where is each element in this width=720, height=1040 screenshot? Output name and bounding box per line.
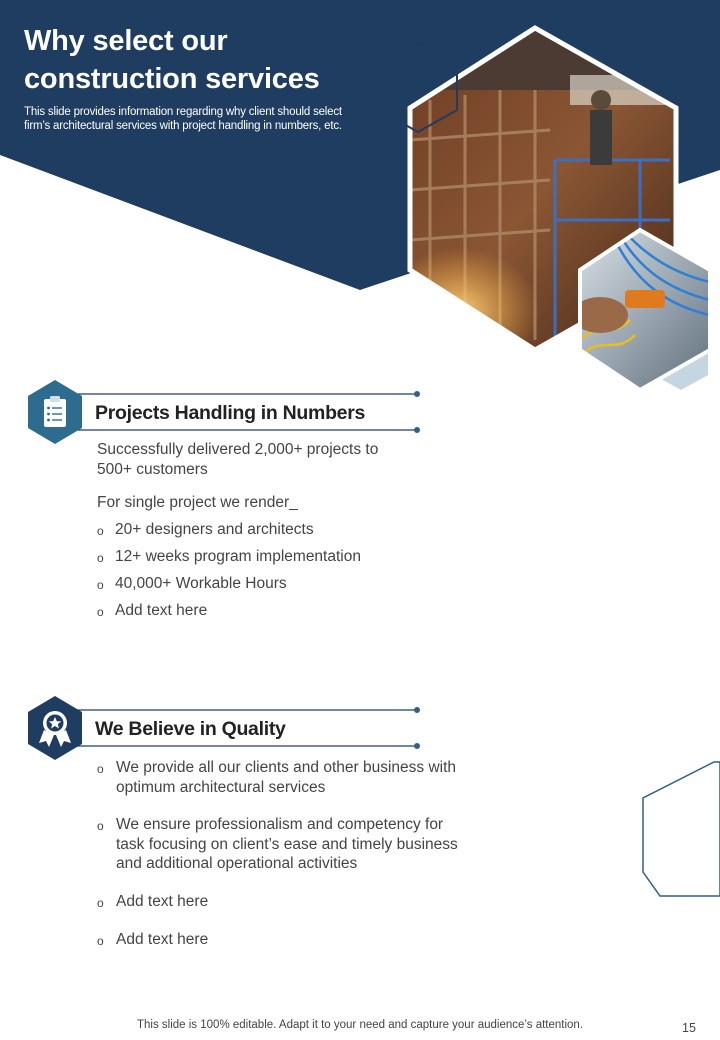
clipboard-checklist-icon [42, 395, 68, 429]
page-title: Why select our construction services [24, 25, 320, 95]
section2-heading: We Believe in Quality [95, 718, 286, 740]
decor-hexagon-outline [638, 760, 720, 900]
page-subtitle: This slide provides information regarding why client should select firm’s architectural services with project handling in numbers, etc. [24, 106, 342, 132]
list-item: o Add text here [97, 931, 209, 948]
section1-intro: Successfully delivered 2,000+ projects to 500+ customers [97, 441, 379, 478]
photo-collage [370, 20, 720, 400]
section1-lead: For single project we render_ [97, 494, 298, 511]
section1-heading: Projects Handling in Numbers [95, 402, 366, 424]
list-item: o Add text here [97, 893, 209, 910]
page-number: 15 [682, 1021, 696, 1035]
list-item: o We provide all our clients and other business with optimum architectural services [97, 759, 457, 796]
footer-note: This slide is 100% editable. Adapt it to your need and capture your audience’s attention. [136, 1019, 584, 1031]
list-item: o We ensure professionalism and competency for task focusing on client’s ease and timely business and additional operational activities [97, 816, 458, 872]
award-ribbon-icon [38, 708, 72, 748]
